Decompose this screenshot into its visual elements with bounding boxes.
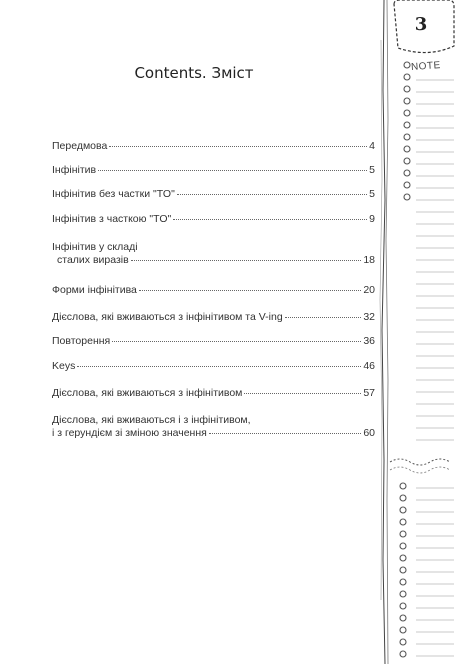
toc-entry-title: Дієслова, які вживаються з інфінітивом: [52, 387, 243, 399]
dot-leader: [244, 393, 361, 394]
toc-entry-title: Інфінітив з часткою "TO": [52, 213, 172, 225]
toc-entry-title: Keys: [52, 360, 76, 372]
toc-entry[interactable]: [52, 164, 375, 177]
note-lines-top: [416, 80, 454, 440]
toc-entry[interactable]: [52, 360, 375, 373]
spiral-rings-top: [404, 62, 410, 200]
toc-entry[interactable]: [52, 188, 375, 201]
toc-entry-title-continued: сталих виразів: [57, 254, 129, 266]
toc-entry[interactable]: [52, 414, 375, 440]
dot-leader: [139, 290, 361, 291]
toc-entry[interactable]: [52, 140, 375, 153]
toc-entry-title-continued: і з герундієм зі зміною значення: [52, 427, 207, 439]
page-title: Contents. Зміст: [134, 64, 254, 82]
dot-leader: [98, 170, 367, 171]
toc-page-number: 20: [363, 284, 375, 296]
toc-entry[interactable]: [52, 284, 375, 297]
toc-entry[interactable]: [52, 241, 375, 267]
toc-page-number: 32: [363, 311, 375, 323]
spiral-rings-bottom: [400, 483, 406, 657]
note-label: NOTE: [410, 59, 442, 74]
toc-entry[interactable]: [52, 311, 375, 324]
toc-entry[interactable]: [52, 335, 375, 348]
toc-entry-title: Дієслова, які вживаються з інфінітивом та V-ing: [52, 311, 283, 323]
toc-entry-title: Інфінітив без частки "TO": [52, 188, 175, 200]
toc-entry[interactable]: [52, 213, 375, 226]
toc-page-number: 5: [369, 188, 375, 200]
dot-leader: [209, 433, 361, 434]
toc-page-number: 46: [363, 360, 375, 372]
toc-entry-title: Повторення: [52, 335, 111, 347]
dot-leader: [77, 366, 361, 367]
dot-leader: [131, 260, 362, 261]
toc-entry-title: Інфінітив у складі: [52, 241, 138, 253]
toc-page-number: 36: [363, 335, 375, 347]
toc-page-number: 57: [363, 387, 375, 399]
dot-leader: [112, 341, 361, 342]
dot-leader: [173, 219, 367, 220]
toc-entry-title: Інфінітив: [52, 164, 97, 176]
toc-page-number: 18: [363, 254, 375, 266]
page-number: 3: [414, 14, 428, 35]
toc-entry-title: Передмова: [52, 140, 108, 152]
notebook-strip: [378, 0, 456, 664]
toc-page-number: 4: [369, 140, 375, 152]
toc-page-number: 5: [369, 164, 375, 176]
toc-page-number: 9: [369, 213, 375, 225]
toc-entry-title: Форми інфінітива: [52, 284, 137, 296]
note-lines-bottom: [416, 488, 454, 656]
toc-entry-title: Дієслова, які вживаються і з інфінітивом,: [52, 414, 251, 426]
dot-leader: [109, 146, 367, 147]
dot-leader: [177, 194, 367, 195]
dot-leader: [285, 317, 362, 318]
toc-page-number: 60: [363, 427, 375, 439]
toc-entry[interactable]: [52, 387, 375, 400]
